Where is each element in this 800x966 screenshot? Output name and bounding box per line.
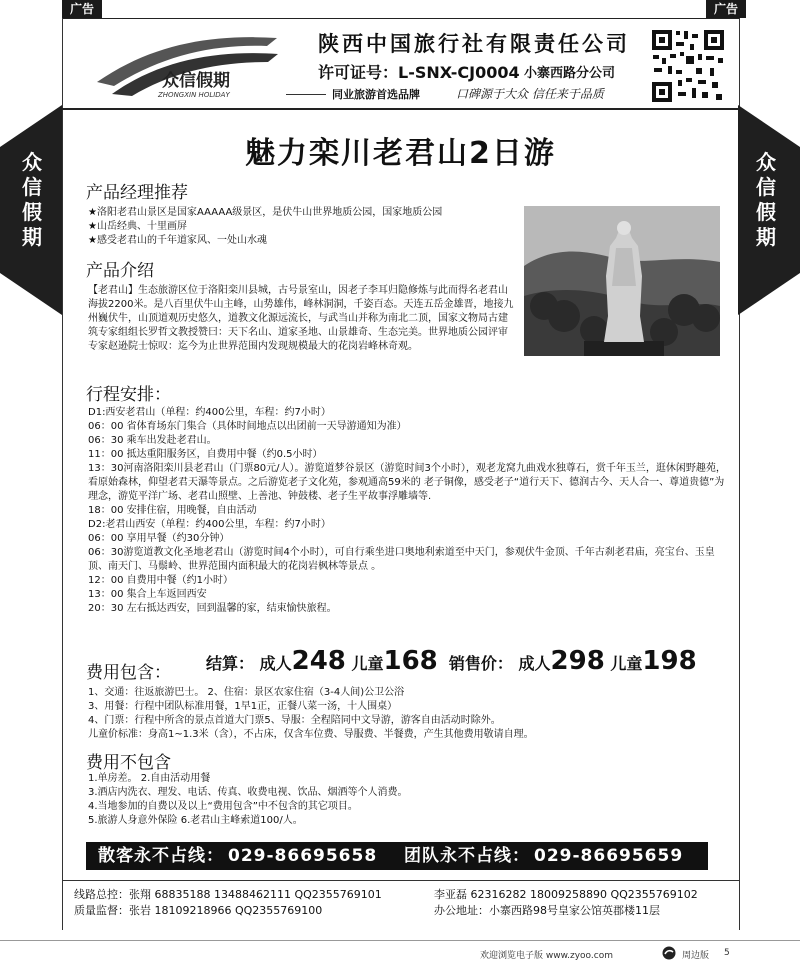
list-item: 06：30 乘车出发赴老君山。: [88, 435, 217, 446]
company-name: 陕西中国旅行社有限责任公司: [318, 32, 630, 56]
list-item: ★感受老君山的千年道家风、一处山水魂: [88, 235, 267, 246]
list-item: ★洛阳老君山景区是国家AAAAA级景区，是伏牛山世界地质公园，国家地质公园: [88, 207, 443, 218]
adult-label: 成人: [518, 654, 551, 673]
group-hotline-label: 团队永不占线：: [404, 846, 530, 866]
ad-label-right: 广告: [706, 0, 746, 18]
retail-hotline-phone[interactable]: 029-86695658: [228, 846, 378, 866]
header-rule: [62, 108, 739, 110]
ad-label-left: 广告: [62, 0, 102, 18]
list-item: 5.旅游人身意外保险 6.老君山主峰索道100/人。: [88, 815, 303, 826]
top-border: [62, 18, 740, 19]
logo-subtext: ZHONGXIN HOLIDAY: [158, 91, 230, 99]
group-hotline-phone[interactable]: 029-86695659: [534, 846, 684, 866]
list-item: 06：00 省体育场东门集合（具体时间地点以出团前一天导游通知为准）: [88, 421, 407, 432]
laojun-statue-photo: [524, 206, 720, 356]
side-text-left: 众信假期: [22, 150, 42, 249]
settle-label: 结算：: [206, 654, 255, 673]
excluded-list: [88, 772, 726, 828]
slogan: 同业旅游首选品牌: [332, 88, 420, 101]
list-item: 4.当地参加的自费以及以上“费用包含”中不包含的其它项目。: [88, 801, 358, 812]
itinerary-list: [88, 406, 726, 616]
list-item: 3、用餐：行程中团队标准用餐，1早1正，正餐八菜一汤，十人围桌）: [88, 701, 398, 712]
list-item: 18：00 安排住宿，用晚餐，自由活动: [88, 505, 257, 516]
slogan-rule: [286, 94, 326, 95]
page-title: 魅力栾川老君山2日游: [245, 136, 556, 171]
contact-rule: [62, 880, 739, 881]
list-item: 儿童价标准：身高1~1.3米（含），不占床，仅含车位费、导服费、半餐费，产生其他费用敬请自理。: [88, 729, 534, 740]
footer-edition: 周边版: [682, 951, 710, 961]
line-manager-contact: 线路总控：张翔 68835188 13488462111 QQ2355769101: [74, 888, 382, 901]
sale-label: 销售价：: [448, 654, 513, 673]
license-number: 许可证号：L-SNX-CJ0004: [318, 63, 520, 82]
excluded-heading: 费用不包含: [86, 753, 171, 773]
list-item: D2:老君山西安（单程：约400公里，车程：约7小时）: [88, 519, 331, 530]
settle-child-price: 168: [383, 646, 438, 676]
qr-code-icon: [650, 28, 726, 104]
slogan-script: 口碑源于大众 信任来于品质: [456, 87, 604, 101]
list-item: 11：00 抵达重阳服务区，自费用中餐（约0.5小时）: [88, 449, 323, 460]
recommend-list: [88, 206, 526, 248]
branch-name: 小寨西路分公司: [524, 66, 616, 81]
footer-rule: [0, 940, 800, 941]
intro-text: 【老君山】生态旅游区位于洛阳栾川县城，古号景室山，因老子李耳归隐修炼与此而得名老君山海拔2200米。是八百里伏牛山主峰，山势雄伟，峰林洞洞，千姿百态。天连五岳金雄晋，地接九州巍伏牛，山顶道观历史悠久，道教文化源远流长，与武当山并称为南北二顶，国家文物局古建筑专家组组长罗哲文教授赞曰：天下名山、道家圣地、山景雄奇、生态完美。世界地质公园评审专家赵逊院士惊叹：迄今为止世界范围内发现规模最大的花岗岩峰林奇观。: [88, 285, 514, 352]
list-item: 12：00 自费用中餐（约1小时）: [88, 575, 233, 586]
list-item: 1、交通：往返旅游巴士。 2、住宿：景区农家住宿（3-4人间)公卫公浴: [88, 687, 405, 698]
settle-adult-price: 248: [291, 646, 346, 676]
list-item: 13：00 集合上车返回西安: [88, 589, 207, 600]
list-item: 1.单房差。 2.自由活动用餐: [88, 773, 211, 784]
sale-adult-price: 298: [550, 646, 605, 676]
list-item: 4、门票：行程中所含的景点首道大门票5、导服：全程陪同中文导游，游客自由活动时除外。: [88, 715, 501, 726]
adult-label: 成人: [259, 654, 292, 673]
child-label: 儿童: [351, 654, 384, 673]
page-number: 5: [724, 948, 730, 958]
office-address: 办公地址：小寨西路98号皇家公馆英郡楼11层: [434, 904, 660, 917]
list-item: 06：00 享用早餐（约30分钟）: [88, 533, 230, 544]
footer-site-text: 欢迎浏览电子版 www.zyoo.com: [480, 951, 613, 961]
line-manager-contact-2: 李亚磊 62316282 18009258890 QQ2355769102: [434, 888, 698, 901]
logo-text: 众信假期: [162, 71, 230, 91]
hotline-banner: [86, 842, 708, 870]
side-text-right: 众信假期: [756, 150, 776, 249]
retail-hotline-label: 散客永不占线：: [98, 846, 224, 866]
intro-heading: 产品介绍: [86, 261, 154, 281]
quality-supervisor-contact: 质量监督：张岩 18109218966 QQ2355769100: [74, 904, 323, 917]
brand-logo: [92, 24, 282, 100]
list-item: 3.酒店内洗衣、理发、电话、传真、收费电视、饮品、烟酒等个人消费。: [88, 787, 408, 798]
list-item: ★山岳经典、十里画屏: [88, 221, 187, 232]
brand-mark-icon: [662, 946, 676, 960]
child-label: 儿童: [610, 654, 643, 673]
list-item: 20：30 左右抵达西安，回到温馨的家，结束愉快旅程。: [88, 603, 337, 614]
recommend-heading: 产品经理推荐: [86, 183, 188, 203]
price-row: [206, 646, 697, 676]
itinerary-heading: 行程安排：: [86, 385, 171, 405]
list-item: D1:西安老君山（单程：约400公里，车程：约7小时）: [88, 407, 331, 418]
sale-child-price: 198: [642, 646, 697, 676]
included-list: [88, 686, 726, 742]
included-heading: 费用包含：: [86, 663, 171, 683]
list-item: 13：30河南洛阳栾川县老君山（门票80元/人）。游览道梦谷景区（游览时间3个小时），观老龙窝九曲戏水独尊石，赏千年玉兰，逛休闲野趣苑，看原始森林，仰望老君天瀑等景点。之后游览老子文化苑，参观通高59米的 老子铜像，感受老子“道行天下、德润古今、天人合一、尊道贵德”为理念，游览平洋广场、老君山照壁、上善池、钟鼓楼、老子生平故事浮雕墙等.: [88, 463, 726, 502]
list-item: 06：30游览道教文化圣地老君山（游览时间4个小时），可自行乘坐进口奥地利索道至中天门，参观伏牛金顶、千年古刹老君庙，亮宝台、玉皇顶、南天门、马鬃岭、世界范围内面积最大的花岗岩枫林等景点 。: [88, 547, 715, 572]
